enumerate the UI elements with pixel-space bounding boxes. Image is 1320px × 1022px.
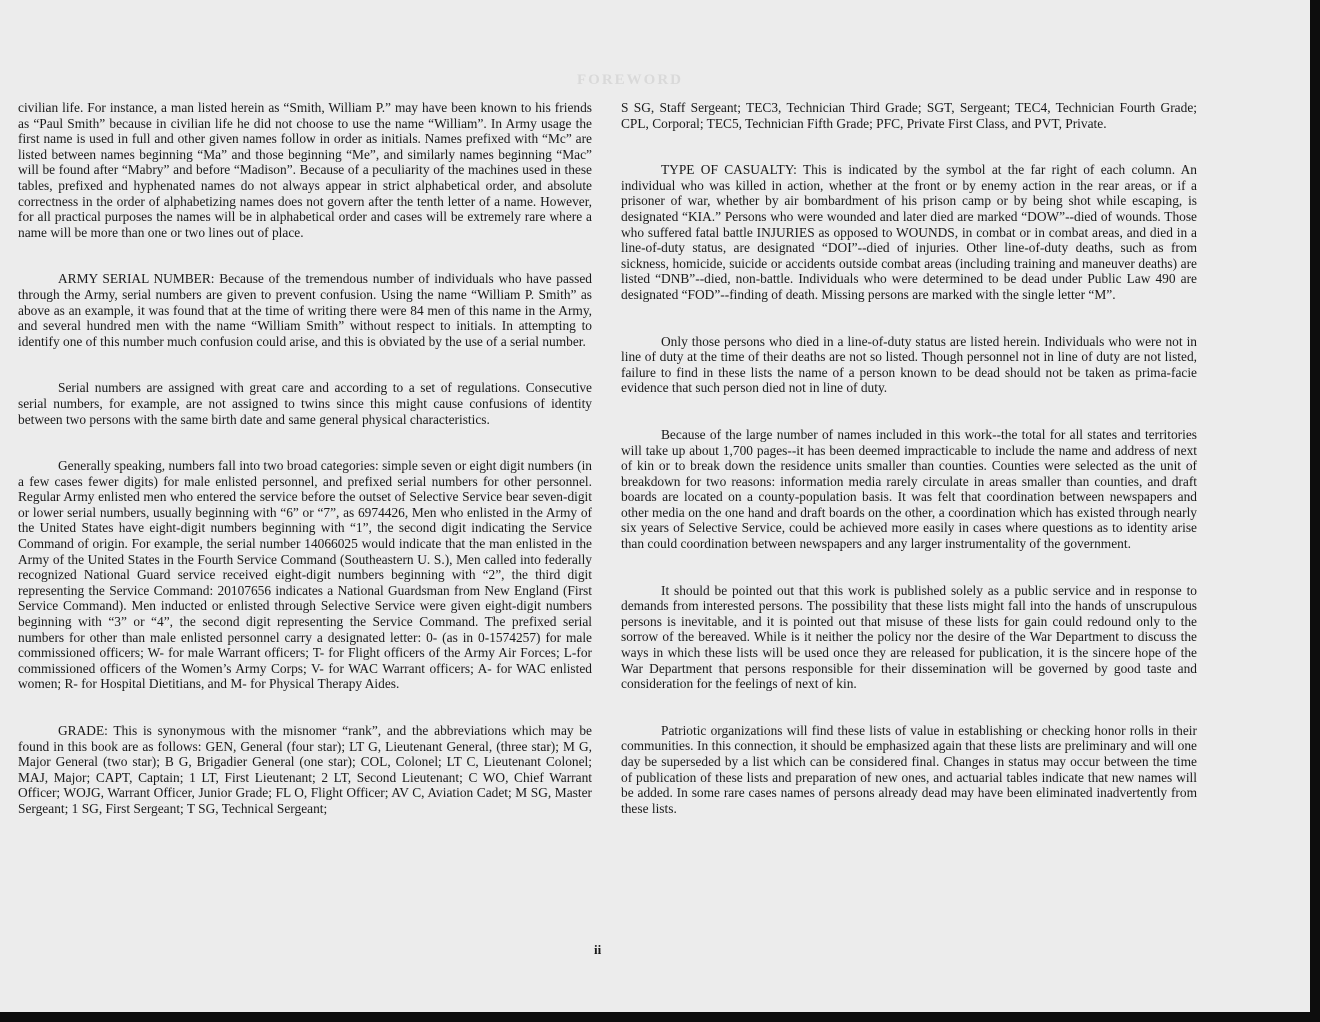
left-column bbox=[18, 100, 592, 817]
paragraph-counties: Because of the large number of names included in this work--the total for all states and territories will take up about 1,700 pages--it has been deemed impracticable to include the name and address of next of kin or to break down the residence units smaller than counties. Counties were selected as the unit of breakdown for two reasons: information media rarely circulate in areas smaller than counties, and draft boards are located on a county-population basis. It was felt that coordination between newspapers and other media on the one hand and draft boards on the other, a coordination which has existed through nearly six years of Selective Service, could be achieved more easily in cases where questions as to identity arise than could coordination between newspapers and any larger instrumentality of the government. bbox=[621, 426, 1197, 552]
paragraph-grade: GRADE: This is synonymous with the misnomer “rank”, and the abbreviations which may be found in this book are as follows: GEN, General (four star); LT G, Lieutenant General, (three star); M G, Major General (two star); B G, Brigadier General (one star); COL, Colonel; LT C, Lieutenant Colonel; MAJ, Major; CAPT, Captain; 1 LT, First Lieutenant; 2 LT, Second Lieutenant; C WO, Chief Warrant Officer; WOJG, Warrant Officer, Junior Grade; FL O, Flight Officer; AV C, Aviation Cadet; M SG, Master Sergeant; 1 SG, First Sergeant; T SG, Technical Sergeant; bbox=[18, 723, 592, 816]
paragraph-army-serial-number: ARMY SERIAL NUMBER: Because of the tremendous number of individuals who have passed through the Army, serial numbers are given to prevent confusion. Using the name “William P. Smith” as above as an example, it was found that at the time of writing there were 84 men of this name in the Army, and several hundred men with the name “William Smith” without respect to initials. In attempting to identify one of this number much confusion could arise, and this is obviated by the use of a serial number. bbox=[18, 271, 592, 349]
page-number: ii bbox=[594, 942, 602, 957]
faint-bleedthrough-heading: FOREWORD bbox=[577, 72, 683, 88]
scan-border-right bbox=[1310, 0, 1320, 1022]
paragraph-public-service: It should be pointed out that this work is published solely as a public service and in response to demands from interested persons. The possibility that these lists might fall into the hands of unscrupulous persons is inevitable, and it is pointed out that misuse of these lists for gain could redound only to the sorrow of the bereaved. While is it neither the policy nor the desire of the War Department to discuss the ways in which these lists will be used once they are released for publication, it is the sincere hope of the War Department that persons responsible for their dissemination will be governed by good taste and consideration for the feelings of next of kin. bbox=[621, 582, 1197, 692]
paragraph-name-order: civilian life. For instance, a man listed herein as “Smith, William P.” may have been known to his friends as “Paul Smith” because in civilian life he did not choose to use the name “William”. In Army usage the first name is used in full and other given names follow in order as initials. Names prefixed with “Mc” are listed between names beginning “Ma” and those beginning “Me”, and similarly names beginning “Mac” will be found after “Mabry” and before “Madison”. Because of a peculiarity of the machines used in these tables, prefixed and hyphenated names do not always appear in strict alphabetical order, and absolute correctness in the order of alphabetizing names does not govern after the tenth letter of a name. However, for all practical purposes the names will be in alphabetical order and cases will be extremely rare where a name will be more than one or two lines out of place. bbox=[18, 100, 592, 240]
paragraph-patriotic-organizations: Patriotic organizations will find these lists of value in establishing or checking honor rolls in their communities. In this connection, it should be emphasized again that these lists are preliminary and will one day be superseded by a list which can be considered final. Changes in status may occur between the time of publication of these lists and preparation of new ones, and actuarial tables indicate that new names will be added. In some rare cases names of persons already dead may have been eliminated inadvertently from these lists. bbox=[621, 722, 1197, 816]
paragraph-serial-categories: Generally speaking, numbers fall into two broad categories: simple seven or eight digit numbers (in a few cases fewer digits) for male enlisted personnel, and prefixed serial numbers for other personnel. Regular Army enlisted men who entered the service before the outset of Selective Service bear seven-digit or lower serial numbers, usually beginning with “6” or “7”, as 6974426, Men who enlisted in the Army of the United States have eight-digit numbers beginning with “1”, the second digit indicating the Service Command of origin. For example, the serial number 14066025 would indicate that the man enlisted in the Army of the United States in the Fourth Service Command (Southeastern U. S.), Men called into federally recognized National Guard service received eight-digit numbers beginning with “2”, the third digit representing the Service Command: 20107656 indicates a National Guardsman from New England (First Service Command). Men inducted or enlisted through Selective Service were given eight-digit numbers beginning with “3” or “4”, the second digit representing the Service Command. The prefixed serial numbers for other than male enlisted personnel carry a designated letter: 0- (as in 0-1574257) for male commissioned officers; W- for male Warrant officers; T- for Flight officers of the Army Air Forces; L-for commissioned officers of the Women’s Army Corps; V- for WAC Warrant officers; A- for WAC enlisted women; R- for Hospital Dietitians, and M- for Physical Therapy Aides. bbox=[18, 458, 592, 692]
paragraph-serial-regulations: Serial numbers are assigned with great care and according to a set of regulations. Consecutive serial numbers, for example, are not assigned to twins since this might cause confusions of identity between two persons with the same birth date and same general physical characteristics. bbox=[18, 380, 592, 427]
paragraph-type-of-casualty: TYPE OF CASUALTY: This is indicated by the symbol at the far right of each column. An individual who was killed in action, whether at the front or by enemy action in the rear areas, or if a prisoner of war, whether by air bombardment of his prison camp or by being shot while escaping, is designated “KIA.” Persons who were wounded and later died are marked “DOW”--died of wounds. Those who suffered fatal battle INJURIES as opposed to WOUNDS, in combat or in combat areas, and died in a line-of-duty status, are designated “DOI”--died of injuries. Other line-of-duty deaths, such as from sickness, homicide, suicide or accidents outside combat areas (including training and maneuver deaths) are listed “DNB”--died, non-battle. Individuals who were determined to be dead under Public Law 490 are designated “FOD”--finding of death. Missing persons are marked with the single letter “M”. bbox=[621, 162, 1197, 302]
scan-border-bottom bbox=[0, 1012, 1320, 1022]
paragraph-grade-continued: S SG, Staff Sergeant; TEC3, Technician Third Grade; SGT, Sergeant; TEC4, Technician Fourth Grade; CPL, Corporal; TEC5, Technician Fifth Grade; PFC, Private First Class, and PVT, Private. bbox=[621, 100, 1197, 131]
paragraph-line-of-duty: Only those persons who died in a line-of-duty status are listed herein. Individuals who were not in line of duty at the time of their deaths are not so listed. Though personnel not in line of duty are not listed, failure to find in these lists the name of a person known to be dead should not be taken as prima-facie evidence that such person died not in line of duty. bbox=[621, 333, 1197, 396]
right-column bbox=[621, 100, 1197, 816]
